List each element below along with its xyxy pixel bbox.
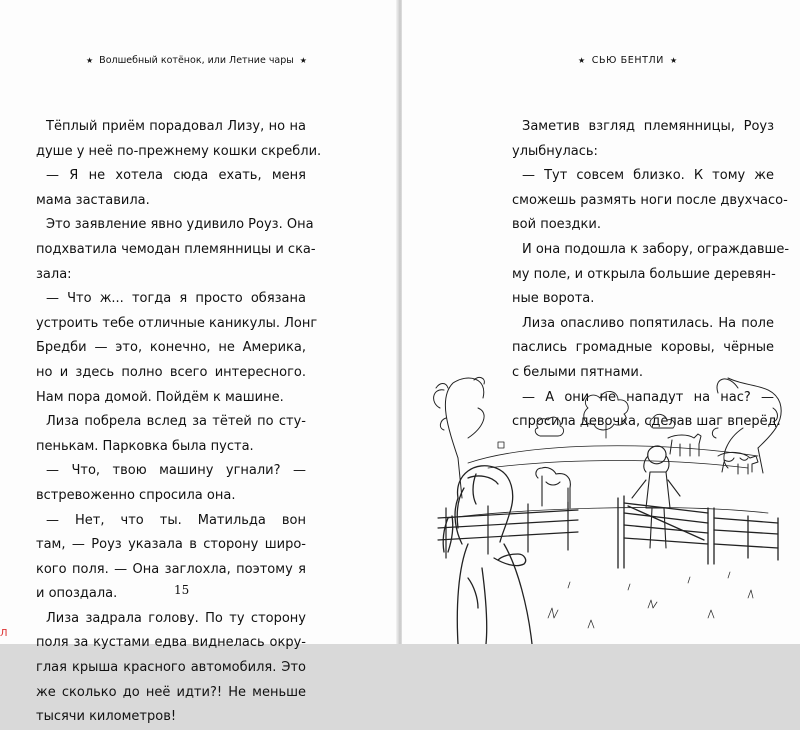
fence-left bbox=[438, 502, 578, 558]
field-lines bbox=[448, 442, 768, 518]
text-line: поля за кустами едва виднелась окру- bbox=[36, 635, 306, 651]
star-icon: ★ bbox=[86, 56, 94, 65]
text-line: — А они не нападут на нас? — bbox=[522, 389, 774, 405]
page-number: 15 bbox=[174, 583, 190, 597]
right-running-header bbox=[572, 55, 684, 66]
text-line: — Нет, что ты. Матильда вон bbox=[46, 512, 306, 528]
star-icon: ★ bbox=[299, 56, 307, 65]
author-name: СЬЮ БЕНТЛИ bbox=[591, 55, 664, 66]
text-line: му поле, и открыла большие деревян- bbox=[512, 266, 776, 282]
star-icon: ★ bbox=[578, 56, 586, 65]
text-line: мама заставила. bbox=[36, 192, 150, 208]
text-line: душе у неё по-прежнему кошки скребли. bbox=[36, 143, 322, 159]
text-line: паслись громадные коровы, чёрные bbox=[512, 340, 774, 356]
star-icon: ★ bbox=[669, 56, 678, 65]
text-line: вой поездки. bbox=[512, 217, 601, 233]
text-line: Заметив взгляд племянницы, Роуз bbox=[522, 119, 774, 134]
text-line: — Я не хотела сюда ехать, меня bbox=[46, 168, 306, 184]
book-title: Волшебный котёнок, или Летние чары bbox=[99, 55, 294, 66]
text-line: ные ворота. bbox=[512, 291, 595, 307]
text-line: спросила девочка, сделав шаг вперёд. bbox=[512, 414, 781, 430]
text-line: Нам пора домой. Пойдём к машине. bbox=[36, 389, 284, 405]
text-line: улыбнулась: bbox=[512, 143, 598, 159]
text-line: глая крыша красного автомобиля. Это bbox=[36, 660, 306, 676]
text-line: Лиза побрела вслед за тётей по сту- bbox=[46, 414, 306, 430]
text-line: — Что ж... тогда я просто обязана bbox=[46, 291, 306, 307]
grass-strokes bbox=[548, 572, 753, 628]
distant-bushes bbox=[535, 391, 674, 438]
girl-figure bbox=[443, 466, 532, 644]
text-line: и опоздала. bbox=[36, 586, 118, 602]
left-running-header bbox=[80, 55, 313, 66]
text-line: тысячи километров! bbox=[36, 709, 177, 725]
cow-near-fence bbox=[536, 467, 570, 508]
text-line: — Тут совсем близко. К тому же bbox=[522, 168, 774, 184]
text-line: встревоженно спросила она. bbox=[36, 487, 236, 503]
text-line: Лиза задрала голову. По ту сторону bbox=[46, 610, 306, 626]
text-line: но и здесь полно всего интересного. bbox=[36, 364, 306, 380]
illustration-girl-and-cows bbox=[428, 368, 788, 644]
left-body-text bbox=[36, 115, 322, 730]
text-line: подхватила чемодан племянницы и ска- bbox=[36, 241, 316, 257]
tree-left bbox=[434, 377, 485, 498]
text-line: кого поля. — Она заглохла, поэтому я bbox=[36, 561, 306, 577]
text-line: Бредби — это, конечно, не Америка, bbox=[36, 340, 306, 356]
text-line: пенькам. Парковка была пуста. bbox=[36, 438, 254, 454]
text-line: с белыми пятнами. bbox=[512, 364, 644, 380]
text-line: зала: bbox=[36, 266, 72, 282]
text-line: — Что, твою машину угнали? — bbox=[46, 463, 306, 479]
text-line: Тёплый приём порадовал Лизу, но на bbox=[46, 119, 306, 134]
corner-mark: Л bbox=[0, 628, 8, 639]
text-line: Это заявление явно удивило Роуз. Она bbox=[46, 217, 314, 233]
text-line: же сколько до неё идти?! Не меньше bbox=[36, 684, 306, 700]
text-line: сможешь размять ноги после двухчасо- bbox=[512, 192, 788, 208]
cow-sketch bbox=[668, 434, 758, 474]
text-line: Лиза опасливо попятилась. На поле bbox=[522, 315, 774, 331]
text-line: устроить тебе отличные каникулы. Лонг bbox=[36, 315, 318, 331]
text-line: там, — Роуз указала в сторону широ- bbox=[36, 537, 306, 553]
left-page bbox=[0, 0, 398, 725]
fence-gate bbox=[618, 496, 778, 568]
text-line: И она подошла к забору, ограждавше- bbox=[522, 241, 790, 257]
